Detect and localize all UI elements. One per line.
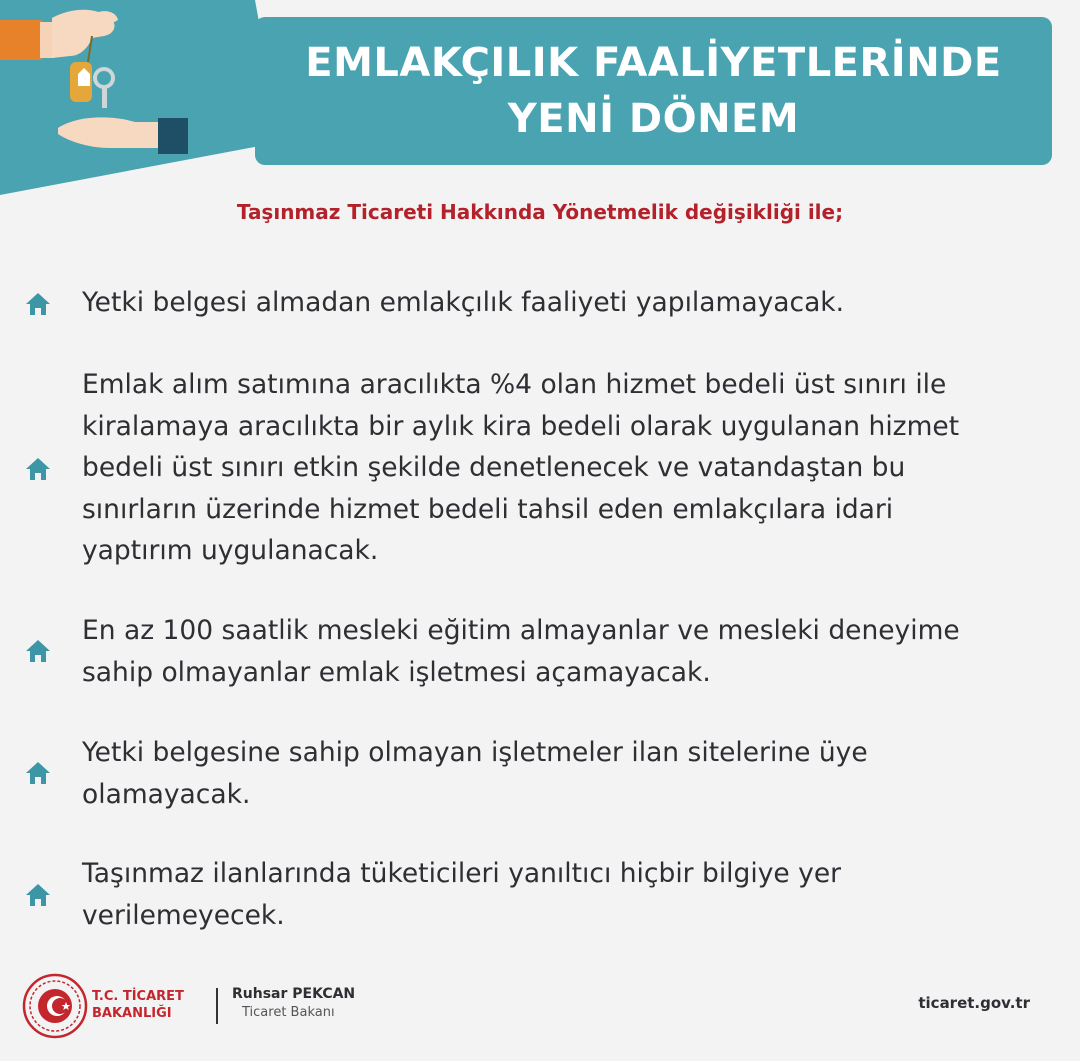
house-icon bbox=[24, 291, 52, 317]
list-item-text: En az 100 saatlik mesleki eğitim almayanlar ve mesleki deneyime sahip olmayanlar emlak işletmesi açamayacak. bbox=[82, 615, 960, 688]
house-icon bbox=[24, 456, 52, 482]
divider bbox=[216, 988, 218, 1024]
list-item-text: Emlak alım satımına aracılıkta %4 olan hizmet bedeli üst sınırı ile kiralamaya aracılıkta bir aylık kira bedeli olarak uygulanan hizmet bedeli üst sınırı etkin şekilde denetlenecek ve vatandaştan bu sınırların üzerinde hizmet bedeli tahsil eden emlakçılara idari yaptırım uygulanacak. bbox=[82, 369, 960, 566]
footer bbox=[0, 960, 1080, 1061]
org-name: T.C. TİCARET BAKANLIĞI bbox=[92, 989, 184, 1021]
list-item-text: Yetki belgesi almadan emlakçılık faaliyeti yapılamayacak. bbox=[82, 287, 845, 318]
ministry-emblem-icon bbox=[22, 973, 88, 1039]
list-item-text: Yetki belgesine sahip olmayan işletmeler ilan sitelerine üye olamayacak. bbox=[82, 737, 868, 810]
house-icon bbox=[24, 882, 52, 908]
minister-name: Ruhsar PEKCAN bbox=[232, 986, 356, 1002]
list-item-text: Taşınmaz ilanlarında tüketicileri yanıltıcı hiçbir bilgiye yer verilemeyecek. bbox=[82, 858, 842, 931]
minister-block bbox=[232, 986, 355, 1020]
house-icon bbox=[24, 760, 52, 786]
page-title-line-2: YENİ DÖNEM bbox=[507, 96, 800, 142]
minister-title: Ticaret Bakanı bbox=[242, 1005, 335, 1020]
page-title-line-1: EMLAKÇILIK FAALİYETLERİNDE bbox=[305, 40, 1002, 86]
website-link[interactable]: ticaret.gov.tr bbox=[918, 994, 1030, 1012]
house-icon bbox=[24, 638, 52, 664]
subtitle: Taşınmaz Ticareti Hakkında Yönetmelik değişikliği ile; bbox=[236, 200, 844, 224]
